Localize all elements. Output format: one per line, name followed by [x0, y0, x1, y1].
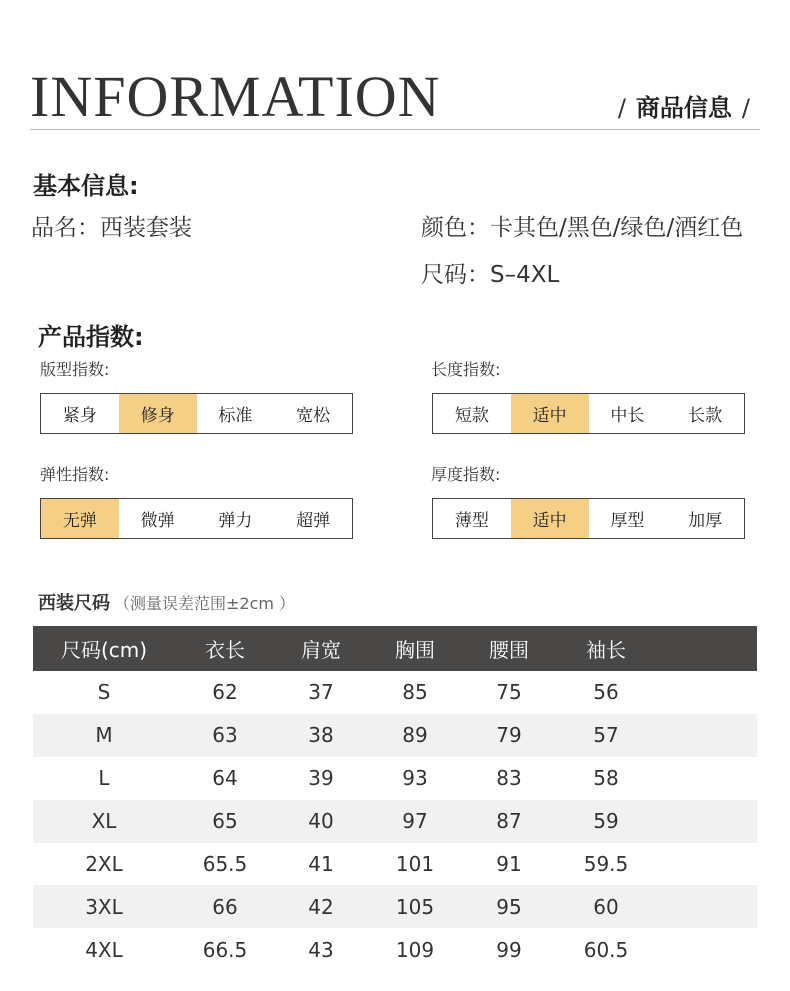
cell-waist: 79	[496, 723, 522, 748]
cell-sleeve: 60.5	[583, 937, 629, 962]
header-subtitle-group	[608, 88, 760, 123]
table-row	[33, 800, 757, 843]
cell-waist: 95	[496, 894, 522, 919]
cell-chest: 97	[402, 809, 428, 834]
cell-sleeve: 59.5	[583, 852, 629, 876]
header-cell-waist: 腰围	[489, 638, 529, 662]
cell-sleeve: 57	[593, 723, 619, 748]
cell-length: 66.5	[202, 937, 248, 962]
size-table	[33, 626, 757, 971]
length-index-scale	[432, 393, 745, 434]
slash-right: /	[741, 94, 750, 122]
table-row	[33, 757, 757, 800]
table-row	[33, 885, 757, 928]
cell-chest: 85	[402, 680, 428, 705]
size-table-header	[33, 626, 757, 671]
cell-size: L	[98, 766, 110, 791]
cell-chest: 89	[402, 723, 428, 748]
basic-info-heading: 基本信息:	[33, 172, 139, 200]
cell-sleeve: 59	[593, 809, 619, 834]
thickness-option: 适中	[511, 499, 589, 538]
fit-option: 宽松	[296, 406, 331, 426]
fit-option: 紧身	[62, 406, 97, 426]
table-row	[33, 843, 757, 886]
cell-size: M	[95, 723, 113, 748]
product-colors: 颜色：卡其色/黑色/绿色/酒红色	[421, 215, 744, 241]
size-table-title-group	[38, 589, 295, 615]
cell-waist: 91	[496, 852, 522, 876]
cell-shoulder: 38	[308, 723, 334, 748]
elasticity-option: 无弹	[41, 499, 119, 538]
fit-option: 修身	[119, 394, 197, 433]
cell-size: 3XL	[85, 894, 123, 919]
cell-sleeve: 58	[593, 766, 619, 791]
cell-length: 65.5	[202, 852, 248, 876]
cell-size: 4XL	[85, 937, 123, 962]
product-index-heading: 产品指数:	[38, 323, 144, 351]
table-row	[33, 928, 757, 971]
header-title: INFORMATION	[30, 64, 441, 129]
cell-length: 65	[212, 809, 238, 834]
thickness-index-label: 厚度指数:	[431, 465, 501, 484]
cell-chest: 93	[402, 766, 428, 791]
cell-waist: 75	[496, 680, 522, 705]
table-row	[33, 671, 757, 714]
cell-length: 62	[212, 680, 238, 705]
cell-waist: 83	[496, 766, 522, 791]
cell-shoulder: 41	[308, 852, 334, 876]
cell-waist: 99	[496, 937, 522, 962]
cell-shoulder: 37	[308, 680, 334, 705]
cell-waist: 87	[496, 809, 522, 834]
size-table-title: 西装尺码	[38, 593, 110, 614]
header-cell-chest: 胸围	[395, 638, 435, 662]
product-name: 品名：西装套装	[31, 215, 192, 241]
thickness-index-scale	[432, 498, 745, 539]
header-subtitle: 商品信息	[635, 94, 732, 122]
cell-length: 64	[212, 766, 238, 791]
length-option: 中长	[610, 406, 645, 426]
cell-shoulder: 43	[308, 937, 334, 962]
cell-shoulder: 40	[308, 809, 334, 834]
elasticity-index-scale	[40, 498, 353, 539]
cell-length: 66	[212, 894, 238, 919]
thickness-option: 加厚	[688, 511, 723, 531]
length-option: 适中	[511, 394, 589, 433]
table-row	[33, 714, 757, 757]
cell-chest: 105	[395, 894, 435, 919]
elasticity-option: 超弹	[296, 511, 331, 531]
header-cell-shoulder: 肩宽	[301, 638, 341, 662]
fit-index-label: 版型指数:	[40, 360, 110, 379]
fit-option: 标准	[218, 406, 253, 426]
cell-sleeve: 56	[593, 680, 619, 705]
header-divider	[30, 129, 760, 130]
cell-size: 2XL	[85, 852, 123, 876]
cell-length: 63	[212, 723, 238, 748]
elasticity-option: 微弹	[140, 511, 175, 531]
cell-chest: 109	[395, 937, 435, 962]
length-index-label: 长度指数:	[431, 360, 501, 379]
cell-size: XL	[91, 809, 117, 834]
header-cell-size: 尺码(cm)	[60, 638, 148, 662]
length-option: 短款	[454, 406, 489, 426]
size-table-note: （测量误差范围±2cm ）	[114, 594, 296, 613]
length-option: 长款	[688, 406, 723, 426]
cell-size: S	[97, 680, 111, 705]
header-cell-sleeve: 袖长	[586, 638, 626, 662]
elasticity-option: 弹力	[218, 511, 253, 531]
thickness-option: 薄型	[454, 511, 489, 531]
fit-index-scale	[40, 393, 353, 434]
cell-shoulder: 39	[308, 766, 334, 791]
cell-chest: 101	[395, 852, 435, 876]
cell-shoulder: 42	[308, 894, 334, 919]
thickness-option: 厚型	[610, 511, 645, 531]
slash-left: /	[617, 94, 626, 122]
product-sizes: 尺码：S–4XL	[421, 262, 560, 288]
elasticity-index-label: 弹性指数:	[40, 465, 110, 484]
header-cell-length: 衣长	[205, 638, 245, 662]
cell-sleeve: 60	[593, 894, 619, 919]
